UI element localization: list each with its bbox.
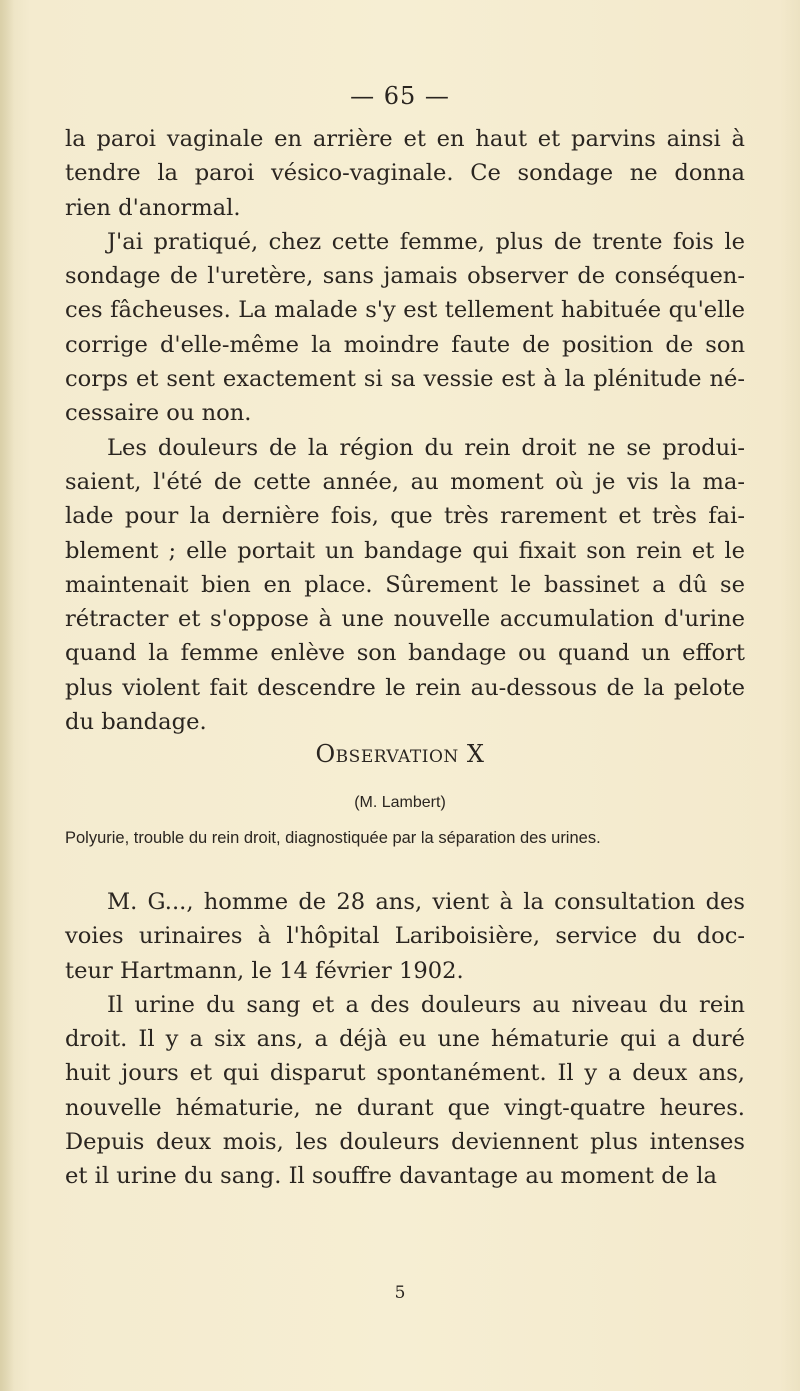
- signature-mark: 5: [394, 1283, 406, 1303]
- text-line: quand la femme enlève son bandage ou quand un effort: [65, 640, 745, 667]
- page-number: — 65 —: [350, 82, 450, 110]
- observation-author: (M. Lambert): [354, 794, 446, 811]
- text-line: rétracter et s'oppose à une nouvelle accumulation d'urine: [65, 606, 745, 633]
- text-line: Il urine du sang et a des douleurs au niveau du rein: [107, 991, 745, 1018]
- text-line: plus violent fait descendre le rein au-dessous de la pelote: [65, 674, 745, 701]
- paragraph: [65, 988, 745, 1194]
- text-line: sondage de l'uretère, sans jamais observer de conséquen-: [65, 263, 745, 290]
- upper-text-block: [65, 122, 745, 739]
- continuation-paragraph: [65, 122, 745, 225]
- text-line: M. G..., homme de 28 ans, vient à la consultation des: [107, 889, 745, 915]
- text-line: nouvelle hématurie, ne durant que vingt-quatre heures.: [65, 1094, 745, 1121]
- paragraph: [65, 885, 745, 988]
- text-line: huit jours et qui disparut spontanément. Il y a deux ans,: [65, 1060, 745, 1087]
- observation-title: Observation X: [315, 740, 485, 768]
- text-line: Les douleurs de la région du rein droit ne se produi-: [107, 434, 745, 461]
- paragraph: [65, 225, 745, 431]
- text-line: ces fâcheuses. La malade s'y est tellement habituée qu'elle: [65, 297, 745, 324]
- observation-summary: Polyurie, trouble du rein droit, diagnostiquée par la séparation des urines.: [65, 829, 601, 847]
- text-line: rien d'anormal.: [65, 194, 241, 221]
- text-line: cessaire ou non.: [65, 400, 252, 427]
- text-line: et il urine du sang. Il souffre davantage au moment de la: [65, 1163, 717, 1190]
- text-line: maintenait bien en place. Sûrement le bassinet a dû se: [65, 571, 745, 598]
- text-line: du bandage.: [65, 709, 207, 736]
- text-line: Depuis deux mois, les douleurs deviennent plus intenses: [65, 1129, 745, 1156]
- text-line: la paroi vaginale en arrière et en haut et parvins ainsi à: [65, 126, 745, 152]
- text-line: teur Hartmann, le 14 février 1902.: [65, 957, 464, 984]
- paragraph: [65, 431, 745, 740]
- lower-text-block: [65, 885, 745, 1194]
- text-line: J'ai pratiqué, chez cette femme, plus de trente fois le: [107, 228, 745, 255]
- page-edge-shadow: [0, 0, 14, 1391]
- text-line: blement ; elle portait un bandage qui fixait son rein et le: [65, 537, 745, 564]
- text-line: corps et sent exactement si sa vessie est à la plénitude né-: [65, 366, 745, 393]
- text-line: voies urinaires à l'hôpital Lariboisière, service du doc-: [65, 923, 745, 950]
- text-line: lade pour la dernière fois, que très rarement et très fai-: [65, 503, 745, 530]
- text-line: tendre la paroi vésico-vaginale. Ce sondage ne donna: [65, 160, 745, 187]
- text-line: droit. Il y a six ans, a déjà eu une hématurie qui a duré: [65, 1026, 745, 1053]
- text-line: corrige d'elle-même la moindre faute de position de son: [65, 331, 745, 358]
- text-line: saient, l'été de cette année, au moment où je vis la ma-: [65, 468, 745, 495]
